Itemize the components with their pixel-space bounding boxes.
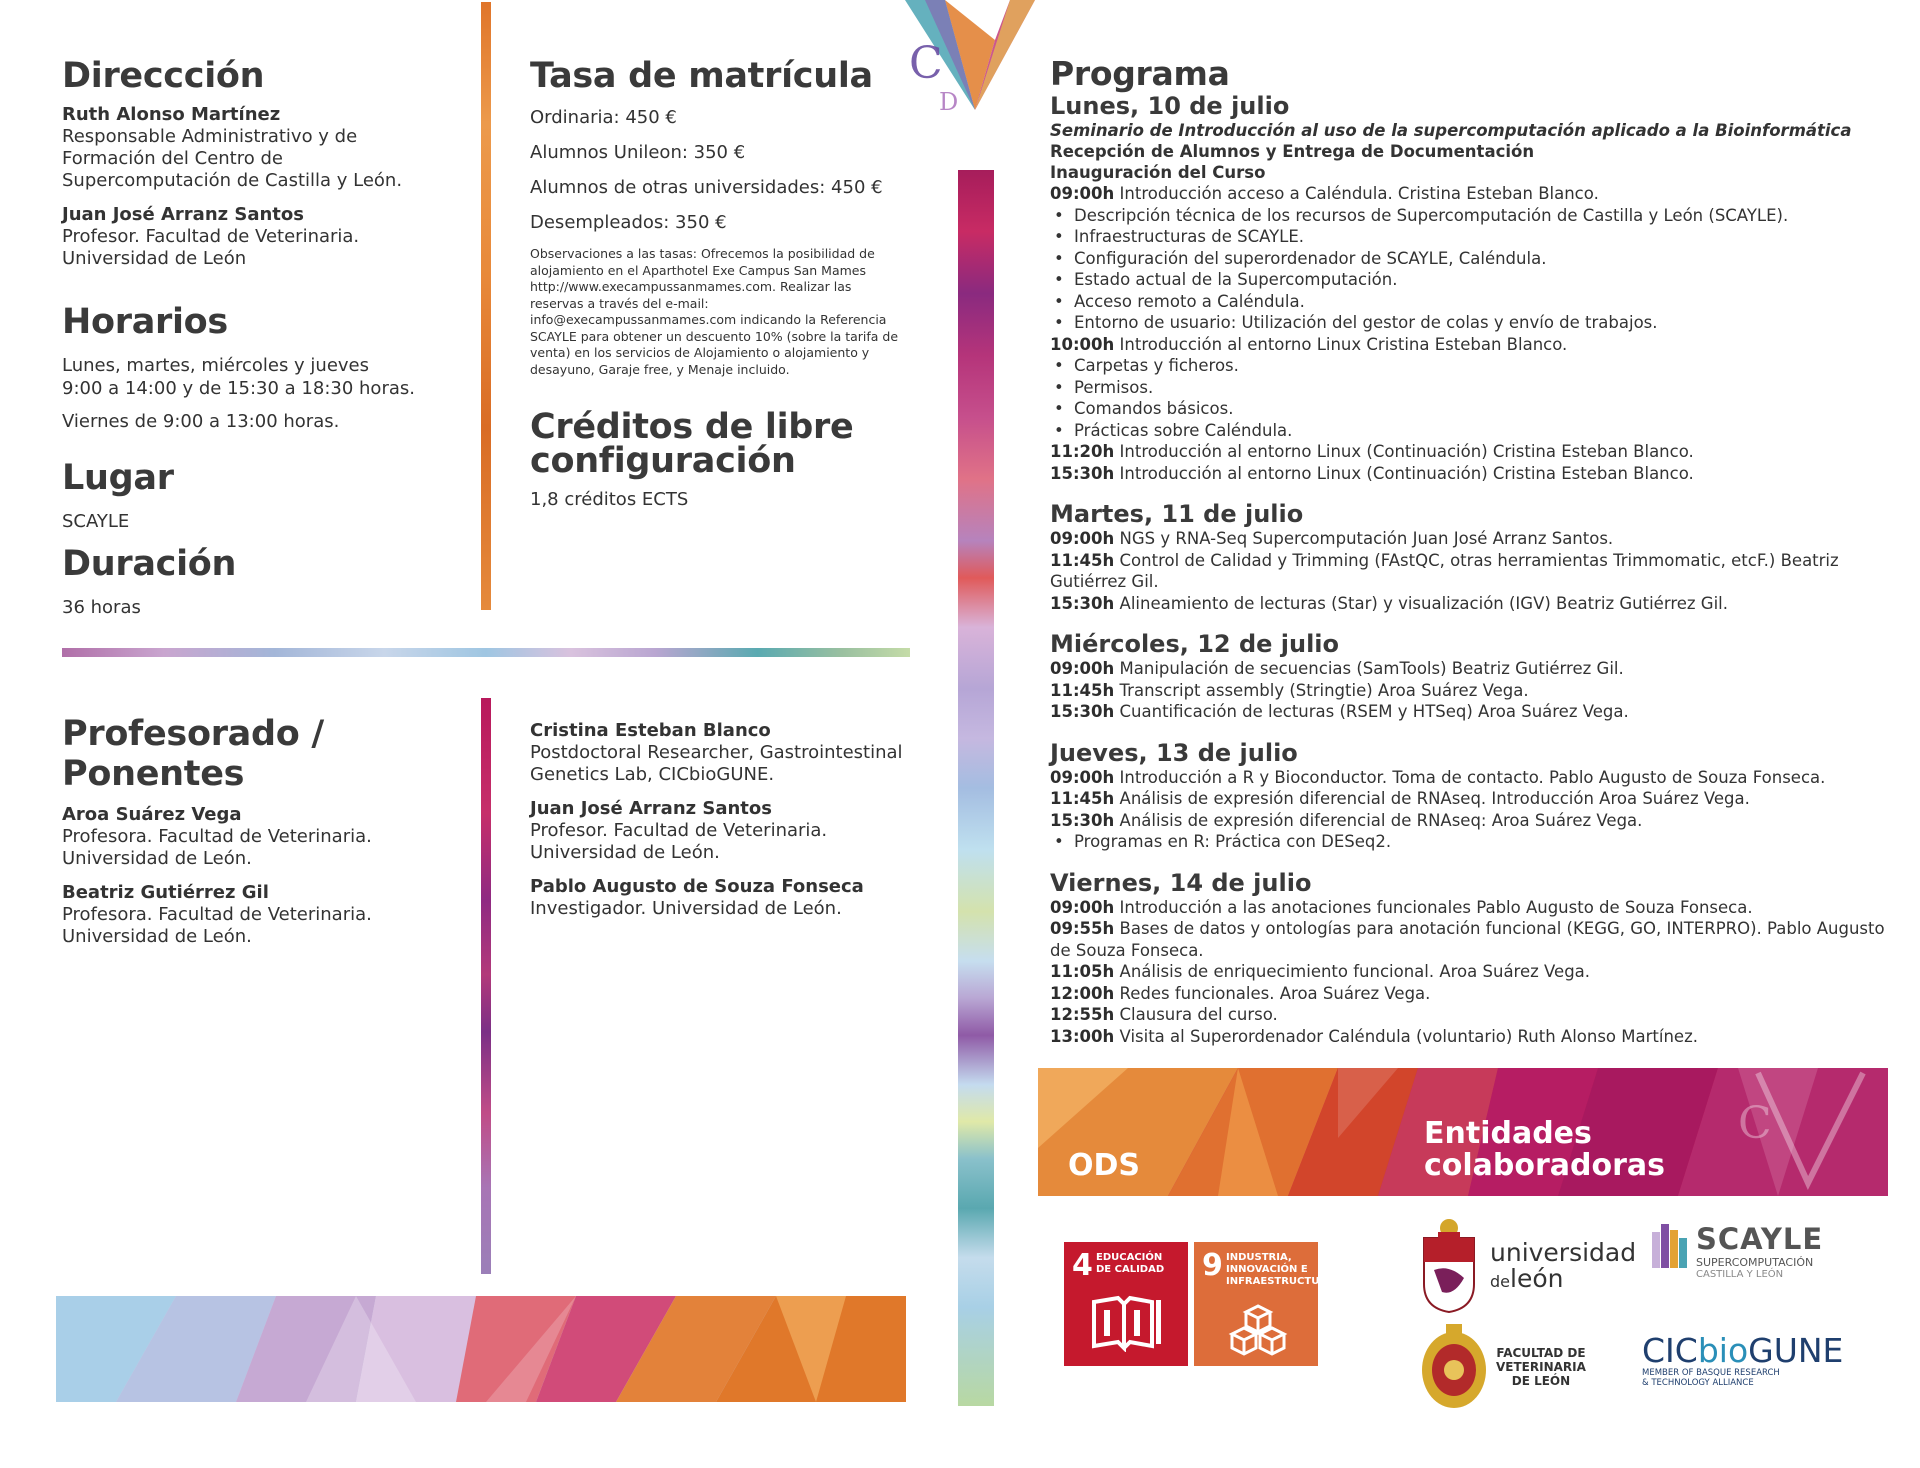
obs-line: http://www.execampussanmames.com. Realizar las: [530, 279, 852, 294]
program-session: [1050, 961, 1890, 983]
ods-number: 9: [1202, 1248, 1223, 1283]
ods-4-tile: [1064, 1242, 1188, 1366]
program-day-title: Martes, 11 de julio: [1050, 500, 1304, 528]
profesor-item: [530, 720, 930, 786]
unileon-logo: [1490, 1240, 1636, 1295]
veterinaria-seal-icon: [1418, 1322, 1490, 1410]
session-time: 11:20h: [1050, 442, 1115, 461]
svg-text:C: C: [909, 38, 943, 89]
program-session: [1050, 983, 1890, 1005]
unileon-de: de: [1490, 1272, 1510, 1291]
program-bullet: • Programas en R: Práctica con DESeq2.: [1050, 831, 1890, 853]
program-day-title: Miércoles, 12 de julio: [1050, 630, 1340, 658]
horario-line: 9:00 a 14:00 y de 15:30 a 18:30 horas.: [62, 378, 415, 399]
entidades-label: [1424, 1118, 1665, 1182]
person-role-line: Supercomputación de Castilla y León.: [62, 170, 403, 191]
ods-number: 4: [1072, 1248, 1093, 1283]
person-name: Cristina Esteban Blanco: [530, 720, 771, 741]
session-text: Introducción al entorno Linux (Continuación) Cristina Esteban Blanco.: [1114, 463, 1694, 483]
session-text: Clausura del curso.: [1114, 1005, 1278, 1024]
ods-text-line: EDUCACIÓN: [1096, 1252, 1163, 1263]
session-time: 13:00h: [1050, 1026, 1115, 1046]
svg-text:C: C: [1738, 1098, 1772, 1149]
cic-part: GUNE: [1748, 1331, 1844, 1370]
scayle-sub: SUPERCOMPUTACIÓN: [1696, 1256, 1814, 1269]
direccion-section: [62, 56, 462, 282]
unileon-word: universidad: [1490, 1238, 1637, 1267]
session-time: 11:45h: [1050, 789, 1115, 808]
session-time: 15:30h: [1050, 463, 1115, 483]
person-name: Juan José Arranz Santos: [62, 204, 304, 225]
profesor-item: [62, 882, 482, 948]
obs-line: info@execampussanmames.com indicando la Referencia: [530, 312, 887, 327]
unileon-shield-icon: [1420, 1218, 1478, 1314]
svg-text:D: D: [939, 88, 959, 116]
session-text: Introducción al entorno Linux (Continuación) Cristina Esteban Blanco.: [1114, 442, 1694, 461]
person-role-line: Profesor. Facultad de Veterinaria.: [530, 820, 828, 841]
session-text: Análisis de expresión diferencial de RNAseq. Introducción Aroa Suárez Vega.: [1114, 789, 1750, 808]
obs-line: desayuno, Garaje free, y Menaje incluido.: [530, 361, 790, 377]
scayle-name: SCAYLE: [1696, 1222, 1824, 1256]
direccion-person-1: [62, 104, 462, 192]
programa-title: Programa: [1050, 54, 1230, 93]
ods-9-tile: [1194, 1242, 1335, 1366]
veterinaria-line: VETERINARIA: [1496, 1360, 1586, 1374]
session-time: 09:00h: [1050, 897, 1115, 917]
tasa-section: [530, 56, 930, 378]
creditos-title-line: Créditos de libre: [530, 407, 854, 447]
session-time: 11:45h: [1050, 680, 1115, 700]
program-bullet: • Permisos.: [1050, 377, 1890, 399]
duracion-section: [62, 544, 462, 619]
session-time: 12:00h: [1050, 983, 1115, 1003]
entidades-line: colaboradoras: [1424, 1148, 1666, 1183]
program-bullet: • Infraestructuras de SCAYLE.: [1050, 226, 1890, 248]
program-session: [1050, 1004, 1890, 1026]
program-day-title: Viernes, 14 de julio: [1050, 868, 1312, 897]
program-session: [1050, 183, 1890, 205]
cic-sub: & TECHNOLOGY ALLIANCE: [1642, 1378, 1754, 1388]
program-bullet: • Comandos básicos.: [1050, 398, 1890, 420]
program-bold-item: Recepción de Alumnos y Entrega de Documentación: [1050, 142, 1535, 161]
scayle-logo: [1696, 1222, 1823, 1280]
program-session: [1050, 593, 1890, 615]
session-text: Visita al Superordenador Caléndula (voluntario) Ruth Alonso Martínez.: [1114, 1026, 1698, 1046]
cic-part: CIC: [1642, 1331, 1698, 1370]
session-text: Análisis de enriquecimiento funcional. Aroa Suárez Vega.: [1114, 962, 1591, 981]
facets-graphic: [56, 1296, 906, 1402]
session-text: NGS y RNA-Seq Supercomputación Juan José Arranz Santos.: [1114, 529, 1614, 548]
obs-line: alojamiento en el Aparthotel Exe Campus San Mames: [530, 262, 867, 278]
session-text: Análisis de expresión diferencial de RNAseq: Aroa Suárez Vega.: [1114, 810, 1643, 830]
programa-days: [1050, 92, 1890, 1047]
program-session: [1050, 918, 1890, 961]
ods-text-line: INDUSTRIA,: [1226, 1252, 1292, 1263]
tasa-observaciones: [530, 246, 930, 378]
program-session: [1050, 897, 1890, 919]
creditos-section: [530, 407, 930, 511]
person-role-line: Profesor. Facultad de Veterinaria.: [62, 226, 360, 247]
decorative-panel-bottom-left: [56, 1296, 906, 1402]
person-role-line: Investigador. Universidad de León.: [530, 898, 842, 919]
session-time: 11:05h: [1050, 962, 1115, 981]
session-text: Alineamiento de lecturas (Star) y visualización (IGV) Beatriz Gutiérrez Gil.: [1114, 593, 1728, 613]
program-bullet: • Acceso remoto a Caléndula.: [1050, 291, 1890, 313]
person-role-line: Genetics Lab, CICbioGUNE.: [530, 764, 775, 785]
horizontal-divider: [62, 648, 910, 657]
session-text: Introducción a las anotaciones funcionales Pablo Augusto de Souza Fonseca.: [1114, 897, 1753, 917]
program-bullet: • Descripción técnica de los recursos de Supercomputación de Castilla y León (SCAYLE).: [1050, 205, 1890, 227]
ods-text-line: DE CALIDAD: [1096, 1264, 1165, 1275]
programa-section: [1050, 56, 1890, 1047]
session-text: Bases de datos y ontologías para anotación funcional (KEGG, GO, INTERPRO). Pablo Augusto de Souza Fonseca.: [1050, 919, 1885, 960]
lugar-title: Lugar: [62, 458, 174, 498]
session-time: 10:00h: [1050, 334, 1115, 354]
cic-sub: MEMBER OF BASQUE RESEARCH: [1642, 1368, 1780, 1378]
session-time: 09:55h: [1050, 919, 1115, 938]
program-session: [1050, 1026, 1890, 1048]
person-role-line: Responsable Administrativo y de: [62, 126, 358, 147]
person-name: Ruth Alonso Martínez: [62, 104, 281, 125]
duracion-value: 36 horas: [62, 597, 141, 618]
veterinaria-line: FACULTAD DE: [1496, 1346, 1586, 1360]
program-session: [1050, 810, 1890, 832]
veterinaria-line: DE LEÓN: [1511, 1374, 1571, 1388]
vertical-divider-top: [481, 2, 491, 610]
scayle-sub: CASTILLA Y LEÓN: [1696, 1269, 1784, 1280]
person-name: Juan José Arranz Santos: [530, 798, 772, 819]
tasa-item: Alumnos de otras universidades: 450 €: [530, 177, 883, 198]
tasa-item: Ordinaria: 450 €: [530, 107, 677, 128]
tasa-item: Desempleados: 350 €: [530, 212, 727, 233]
program-day-title: Jueves, 13 de julio: [1050, 738, 1298, 767]
session-time: 09:00h: [1050, 767, 1115, 787]
profesorado-title: Profesorado / Ponentes: [62, 714, 324, 794]
program-bold-item: Inauguración del Curso: [1050, 163, 1266, 182]
obs-line: SCAYLE para obtener un descuento 10% (sobre la tarifa de: [530, 328, 899, 344]
program-session: [1050, 680, 1890, 702]
program-bullet: • Configuración del superordenador de SCAYLE, Caléndula.: [1050, 248, 1890, 270]
direccion-title: Direccción: [62, 56, 265, 96]
person-role-line: Profesora. Facultad de Veterinaria.: [62, 826, 372, 847]
program-day-title: Lunes, 10 de julio: [1050, 92, 1290, 120]
person-role-line: Universidad de León.: [62, 848, 252, 869]
book-pencil-icon: [1090, 1292, 1162, 1352]
ods-text-line: INNOVACIÓN E: [1226, 1264, 1308, 1275]
session-time: 15:30h: [1050, 702, 1115, 721]
person-name: Beatriz Gutiérrez Gil: [62, 882, 269, 903]
duracion-title: Duración: [62, 544, 237, 584]
direccion-person-2: [62, 204, 462, 270]
person-name: Pablo Augusto de Souza Fonseca: [530, 876, 864, 897]
entidades-banner: [1038, 1068, 1888, 1196]
program-session: [1050, 528, 1890, 550]
program-session: [1050, 701, 1890, 723]
session-text: Redes funcionales. Aroa Suárez Vega.: [1114, 983, 1431, 1003]
session-text: Cuantificación de lecturas (RSEM y HTSeq) Aroa Suárez Vega.: [1114, 702, 1629, 721]
session-text: Introducción al entorno Linux Cristina Esteban Blanco.: [1114, 334, 1568, 354]
cubes-icon: [1228, 1302, 1288, 1358]
profesorado-section: [62, 714, 482, 960]
session-time: 15:30h: [1050, 810, 1115, 830]
program-bullet: • Estado actual de la Supercomputación.: [1050, 269, 1890, 291]
program-subtitle: Seminario de Introducción al uso de la supercomputación aplicado a la Bioinformática: [1050, 121, 1852, 140]
creditos-value: 1,8 créditos ECTS: [530, 489, 689, 510]
ods-text: [1226, 1252, 1335, 1288]
vertical-divider-bottom: [481, 698, 491, 1274]
session-time: 09:00h: [1050, 659, 1115, 678]
person-role-line: Universidad de León.: [62, 926, 252, 947]
session-time: 09:00h: [1050, 529, 1115, 548]
session-text: Introducción a R y Bioconductor. Toma de contacto. Pablo Augusto de Souza Fonseca.: [1114, 767, 1826, 787]
profesor-item: [62, 804, 482, 870]
program-bullet: • Prácticas sobre Caléndula.: [1050, 420, 1890, 442]
ods-label: ODS: [1068, 1148, 1141, 1183]
session-time: 15:30h: [1050, 593, 1115, 613]
person-role-line: Universidad de León: [62, 248, 247, 269]
horario-line: Lunes, martes, miércoles y jueves: [62, 355, 370, 376]
obs-line: reservas a través del e-mail:: [530, 295, 709, 311]
profesor-item: [530, 798, 930, 864]
session-text: Control de Calidad y Trimming (FAstQC, otras herramientas Trimmomatic, etcF.) Beatriz Gutiérrez Gil.: [1050, 550, 1839, 591]
person-role-line: Formación del Centro de: [62, 148, 283, 169]
entidades-line: Entidades: [1424, 1116, 1592, 1151]
horarios-section: [62, 302, 462, 433]
cic-part: bio: [1697, 1331, 1749, 1370]
lugar-value: SCAYLE: [62, 511, 130, 532]
profesorado-right: [530, 720, 930, 932]
program-session: [1050, 788, 1890, 810]
scayle-mark-icon: [1652, 1224, 1688, 1268]
tasa-item: Alumnos Unileon: 350 €: [530, 142, 746, 163]
horarios-title: Horarios: [62, 302, 228, 342]
session-text: Introducción acceso a Caléndula. Cristina Esteban Blanco.: [1114, 184, 1599, 203]
person-name: Aroa Suárez Vega: [62, 804, 242, 825]
session-time: 11:45h: [1050, 550, 1115, 570]
horario-friday: Viernes de 9:00 a 13:00 horas.: [62, 411, 340, 432]
profesor-item: [530, 876, 930, 920]
session-text: Manipulación de secuencias (SamTools) Beatriz Gutiérrez Gil.: [1114, 659, 1624, 678]
obs-line: venta) en los servicios de Alojamiento o alojamiento y: [530, 345, 870, 360]
person-role-line: Postdoctoral Researcher, Gastrointestinal: [530, 742, 903, 763]
cdv-logo-icon: [905, 0, 1045, 140]
lugar-section: [62, 458, 462, 533]
session-time: 12:55h: [1050, 1005, 1115, 1024]
veterinaria-logo: [1496, 1346, 1586, 1388]
center-decorative-stripe: [958, 170, 994, 1406]
program-session: [1050, 334, 1890, 356]
cdv-watermark-icon: [1738, 1068, 1878, 1196]
tasa-title: Tasa de matrícula: [530, 56, 873, 96]
person-role-line: Profesora. Facultad de Veterinaria.: [62, 904, 372, 925]
cicbiogune-logo: [1642, 1331, 1844, 1388]
session-text: Transcript assembly (Stringtie) Aroa Suárez Vega.: [1114, 680, 1529, 700]
program-bullet: • Entorno de usuario: Utilización del gestor de colas y envío de trabajos.: [1050, 312, 1890, 334]
program-session: [1050, 441, 1890, 463]
session-time: 09:00h: [1050, 184, 1115, 203]
program-session: [1050, 767, 1890, 789]
program-session: [1050, 550, 1890, 593]
program-session: [1050, 658, 1890, 680]
ods-text-line: INFRAESTRUCTURA: [1226, 1276, 1335, 1287]
creditos-title-line: configuración: [530, 441, 796, 481]
obs-line: Observaciones a las tasas: Ofrecemos la posibilidad de: [530, 246, 875, 261]
person-role-line: Universidad de León.: [530, 842, 720, 863]
program-bullet: • Carpetas y ficheros.: [1050, 355, 1890, 377]
program-session: [1050, 463, 1890, 485]
unileon-leon: león: [1510, 1264, 1564, 1293]
ods-text: [1096, 1252, 1164, 1276]
